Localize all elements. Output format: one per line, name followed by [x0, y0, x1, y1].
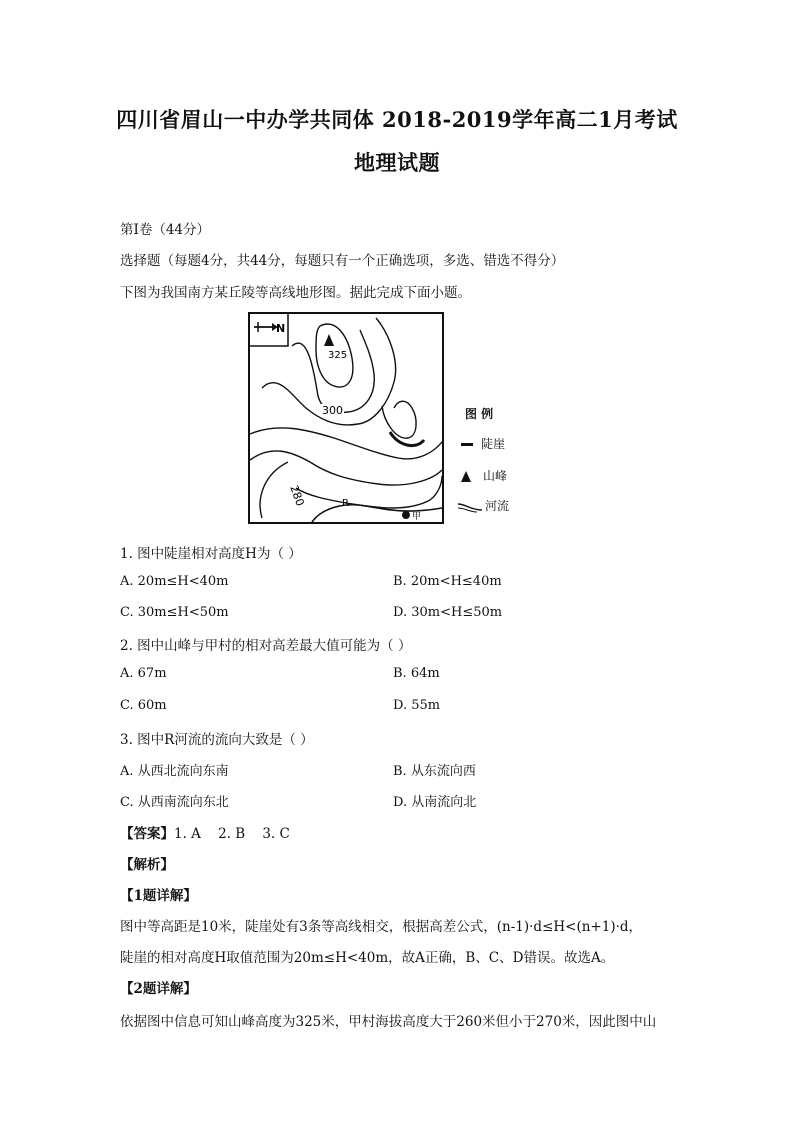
- legend-cliff: 陡崖: [461, 435, 505, 452]
- question-1-stem: 1. 图中陡崖相对高度H为（ ）: [120, 546, 302, 562]
- legend-peak: 山峰: [461, 467, 507, 484]
- contour-300-label: 300: [322, 404, 343, 417]
- peak-symbol-icon: [461, 471, 471, 482]
- question-3-stem: 3. 图中R河流的流向大致是（ ）: [120, 732, 314, 748]
- contour-map: [248, 312, 444, 524]
- answer-line: [120, 822, 290, 842]
- question-3-option-d: D. 从南流向北: [393, 795, 477, 810]
- river-label: R: [342, 498, 349, 509]
- q2-analysis-tag: 【2题详解】: [120, 981, 197, 997]
- q1-analysis-line2: 陡崖的相对高度H取值范围为20m≤H<40m，故A正确，B、C、D错误。故选A。: [120, 950, 615, 966]
- question-1-option-a: A. 20m≤H<40m: [120, 574, 229, 589]
- question-3-option-c: C. 从西南流向东北: [120, 795, 229, 810]
- figure-prompt: 下图为我国南方某丘陵等高线地形图。据此完成下面小题。: [120, 285, 471, 301]
- analysis-tag: 【解析】: [120, 857, 174, 873]
- q1-analysis-line1: 图中等高距是10米，陡崖处有3条等高线相交，根据高差公式，(n-1)·d≤H<(n+1)·d，: [120, 919, 643, 935]
- question-2-option-a: A. 67m: [120, 666, 167, 681]
- legend-river: 河流: [457, 497, 509, 514]
- question-2-option-c: C. 60m: [120, 698, 167, 713]
- contour-280-label: 280: [287, 483, 307, 508]
- compass-label: N: [276, 322, 286, 335]
- answer-text: 1. A 2. B 3. C: [174, 826, 290, 842]
- question-1-option-b: B. 20m<H≤40m: [393, 574, 502, 589]
- village-label: 甲: [412, 512, 422, 522]
- legend-title: 图 例: [465, 407, 494, 421]
- q1-analysis-tag: 【1题详解】: [120, 888, 197, 904]
- question-3-option-b: B. 从东流向西: [393, 764, 476, 779]
- answer-tag: 【答案】: [120, 826, 174, 842]
- question-1-option-c: C. 30m≤H<50m: [120, 605, 229, 620]
- river-symbol-icon: [457, 501, 483, 513]
- instructions: 选择题（每题4分，共44分，每题只有一个正确选项，多选、错选不得分）: [120, 253, 565, 269]
- question-2-option-d: D. 55m: [393, 698, 441, 713]
- village-marker-icon: [402, 511, 410, 519]
- question-2-option-b: B. 64m: [393, 666, 440, 681]
- question-2-stem: 2. 图中山峰与甲村的相对高差最大值可能为（ ）: [120, 638, 412, 654]
- cliff-symbol-icon: [461, 443, 473, 446]
- question-1-option-d: D. 30m<H≤50m: [393, 605, 503, 620]
- document-title-line1: 四川省眉山一中办学共同体 2018-2019学年高二1月考试: [116, 107, 678, 132]
- q2-analysis-line1: 依据图中信息可知山峰高度为325米，甲村海拔高度大于260米但小于270米，因此图中山: [120, 1014, 657, 1030]
- document-title-line2: 地理试题: [354, 150, 440, 175]
- question-3-option-a: A. 从西北流向东南: [120, 764, 229, 779]
- section-heading: 第Ⅰ卷（44分）: [120, 222, 211, 238]
- peak-elevation-label: 325: [328, 350, 348, 361]
